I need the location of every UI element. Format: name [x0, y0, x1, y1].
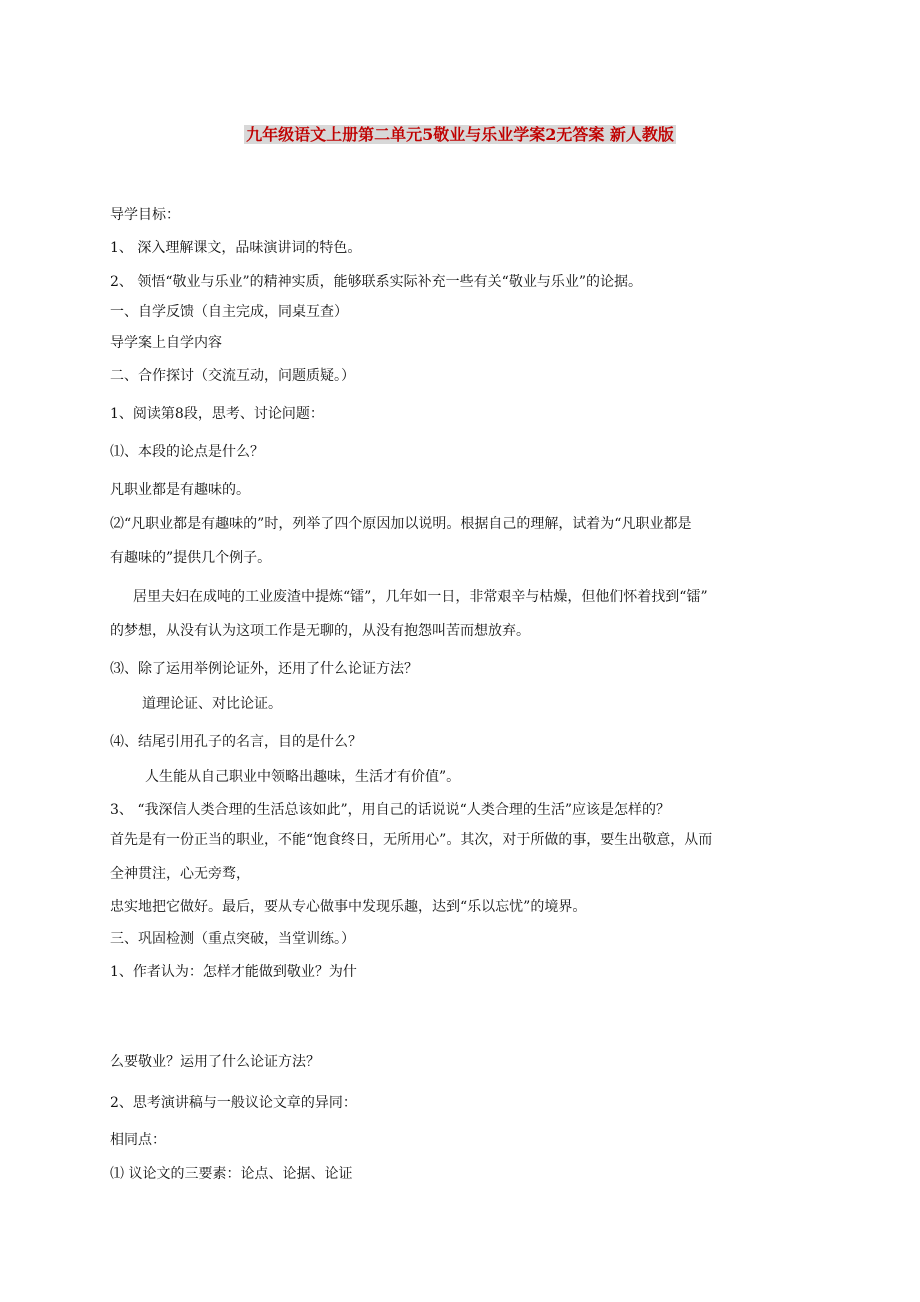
heading-objectives: 导学目标：	[110, 207, 180, 223]
section-2-heading: 二、合作探讨（交流互动，问题质疑。）	[110, 368, 355, 384]
document-title-text: 九年级语文上册第二单元5敬业与乐业学案2无答案 新人教版	[246, 125, 674, 144]
question-3: 3、 “我深信人类合理的生活总该如此”，用自己的话说说“人类合理的生活”应该是怎样的？	[110, 802, 670, 818]
section-3-question-2: 2、思考演讲稿与一般议论文章的异同：	[110, 1095, 357, 1111]
answer-q3-line-2: 全神贯注，心无旁骛，	[110, 866, 250, 882]
answer-4: 人生能从自己职业中领略出趣味，生活才有价值”。	[145, 769, 461, 785]
section-3-question-1-part-1: 1、作者认为：怎样才能做到敬业？为什	[110, 964, 357, 980]
answer-1: 凡职业都是有趣味的。	[110, 482, 250, 498]
answer-3: 道理论证、对比论证。	[142, 696, 282, 712]
section-1-content: 导学案上自学内容	[110, 335, 222, 351]
objective-2: 2、 领悟“敬业与乐业”的精神实质，能够联系实际补充一些有关“敬业与乐业”的论据。	[110, 274, 642, 290]
section-3-heading: 三、巩固检测（重点突破，当堂训练。）	[110, 931, 355, 947]
question-1: 1、阅读第8段，思考、讨论问题：	[110, 406, 324, 422]
answer-q3-line-1: 首先是有一份正当的职业，不能“饱食终日，无所用心”。其次，对于所做的事，要生出敬意，从而	[110, 832, 713, 848]
section-3-question-1-part-2: 么要敬业？运用了什么论证方法？	[110, 1054, 320, 1070]
sub-question-2-line-1: ⑵“凡职业都是有趣味的”时，列举了四个原因加以说明。根据自己的理解，试着为“凡职业都是	[110, 516, 692, 532]
similarities-label: 相同点：	[110, 1132, 166, 1148]
sub-question-2-line-2: 有趣味的”提供几个例子。	[110, 550, 272, 566]
answer-2-line-2: 的梦想，从没有认为这项工作是无聊的，从没有抱怨叫苦而想放弃。	[110, 623, 530, 639]
similarity-1: ⑴ 议论文的三要素：论点、论据、论证	[110, 1166, 353, 1182]
answer-2-line-1: 居里夫妇在成吨的工业废渣中提炼“镭”，几年如一日，非常艰辛与枯燥，但他们怀着找到“镭”	[133, 589, 708, 605]
sub-question-1: ⑴、本段的论点是什么？	[110, 444, 264, 460]
answer-q3-line-3: 忠实地把它做好。最后，要从专心做事中发现乐趣，达到“乐以忘忧”的境界。	[110, 899, 587, 915]
sub-question-4: ⑷、结尾引用孔子的名言，目的是什么？	[110, 734, 362, 750]
section-1-heading: 一、自学反馈（自主完成，同桌互查）	[110, 304, 348, 320]
document-title	[0, 124, 920, 146]
sub-question-3: ⑶、除了运用举例论证外，还用了什么论证方法？	[110, 661, 418, 677]
objective-1: 1、 深入理解课文，品味演讲词的特色。	[110, 240, 362, 256]
